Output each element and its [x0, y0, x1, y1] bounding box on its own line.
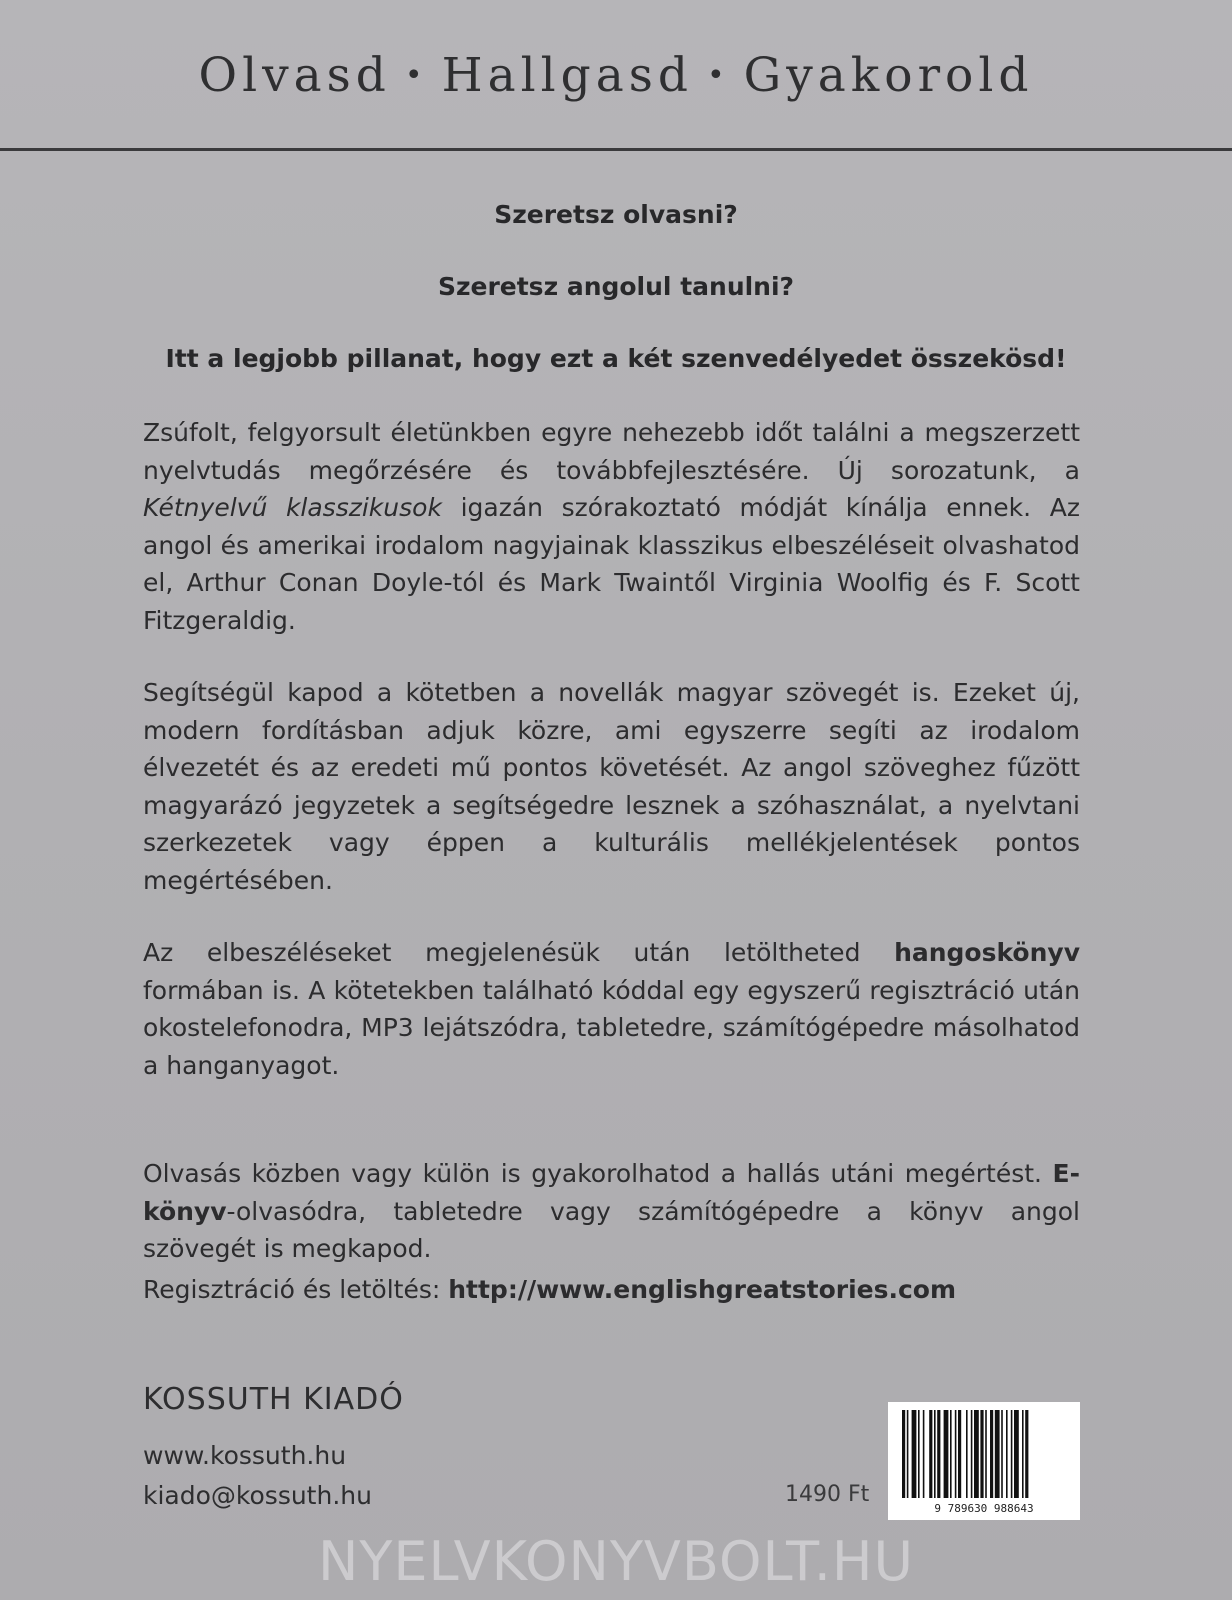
barcode-bar — [918, 1410, 920, 1498]
series-word-practice: Gyakorold — [743, 48, 1034, 103]
registration-label: Regisztráció és letöltés: — [143, 1275, 449, 1304]
barcode-icon — [888, 1402, 1080, 1520]
paragraph-intro — [143, 414, 1080, 639]
barcode-bar — [985, 1410, 987, 1498]
barcode-bar — [923, 1410, 925, 1498]
barcode-bar — [912, 1410, 917, 1498]
paragraph-ebook — [143, 1155, 1080, 1268]
publisher-email: kiado@kossuth.hu — [143, 1481, 372, 1510]
barcode-bar — [1011, 1410, 1013, 1498]
publisher-name: KOSSUTH KIADÓ — [143, 1382, 404, 1417]
paragraph-audiobook-text: Az elbeszéléseket megjelenésük után letöltheted — [143, 938, 895, 967]
barcode-bar — [950, 1410, 952, 1498]
registration-line — [143, 1271, 1080, 1309]
header-divider — [0, 148, 1232, 151]
paragraph-translation: Segítségül kapod a kötetben a novellák magyar szövegét is. Ezeket új, modern fordításban adjuk közre, ami egyszerre segíti az irodalom élvezetét és az eredeti mű pontos követését. Az angol szöveghez fűzött magyarázó jegyzetek a segítségedre lesznek a szóhasználat, a nyelvtani szerkezetek vagy éppen a kulturális mellékjelentések pontos megértésében. — [143, 678, 1080, 895]
price-label: 1490 Ft — [785, 1482, 870, 1507]
series-title — [0, 48, 1232, 103]
barcode-bar — [995, 1410, 1000, 1498]
publisher-website: www.kossuth.hu — [143, 1441, 347, 1470]
series-word-read: Olvasd — [198, 48, 391, 103]
paragraph-audiobook — [143, 934, 1080, 1084]
paragraph-intro-text: Zsúfolt, felgyorsult életünkben egyre nehezebb időt találni a megszerzett nyelvtudás megőrzésére és továbbfejlesztésére. Új sorozatunk, a — [143, 418, 1080, 485]
audiobook-keyword: hangoskönyv — [894, 938, 1080, 967]
bullet-separator: • — [706, 57, 730, 93]
barcode — [888, 1402, 1080, 1520]
barcode-bar — [937, 1410, 940, 1498]
barcode-bar — [907, 1410, 909, 1498]
barcode-bar — [971, 1410, 973, 1498]
barcode-bar — [1001, 1410, 1003, 1498]
barcode-bar — [902, 1410, 905, 1498]
series-name: Kétnyelvű klasszikusok — [143, 493, 442, 522]
bullet-separator: • — [404, 57, 428, 93]
barcode-bar — [966, 1410, 968, 1498]
series-word-listen: Hallgasd — [441, 48, 693, 103]
series-header — [0, 0, 1232, 150]
paragraph-ebook-text: Olvasás közben vagy külön is gyakorolhatod a hallás utáni megértést. — [143, 1159, 1053, 1188]
barcode-bar — [1025, 1410, 1028, 1498]
barcode-bar — [974, 1410, 979, 1498]
barcode-bar — [944, 1410, 949, 1498]
question-learning: Szeretsz angolul tanulni? — [437, 272, 795, 301]
barcode-bar — [1014, 1410, 1019, 1498]
barcode-bar — [990, 1410, 993, 1498]
tagline: Itt a legjobb pillanat, hogy ezt a két szenvedélyedet összekösd! — [165, 344, 1067, 373]
watermark: NYELVKONYVBOLT.HU — [318, 1530, 914, 1593]
paragraph-audiobook-text-end: formában is. A kötetekben található kóddal egy egyszerű regisztráció után okostelefonodra, MP3 lejátszódra, tabletedre, számítógépedre másolhatod a hanganyagot. — [143, 975, 1080, 1080]
barcode-bar — [955, 1410, 957, 1498]
barcode-bar — [934, 1410, 936, 1498]
barcode-bar — [980, 1410, 983, 1498]
ebook-keyword: E-könyv — [143, 1159, 1080, 1226]
barcode-bar — [958, 1410, 961, 1498]
barcode-bar — [929, 1410, 932, 1498]
registration-url: http://www.englishgreatstories.com — [448, 1275, 957, 1304]
barcode-digits: 9 789630 988643 — [934, 1502, 1034, 1515]
barcode-bar — [1006, 1410, 1008, 1498]
barcode-bar — [1022, 1410, 1024, 1498]
paragraph-intro-text-end: igazán szórakoztató módját kínálja ennek. Az angol és amerikai irodalom nagyjainak klasszikus elbeszéléseit olvashatod el, Arthur Conan Doyle-tól és Mark Twaintől Virginia Woolfig és F. Scott Fitzgeraldig. — [143, 493, 1080, 635]
paragraph-ebook-text-end: -olvasódra, tabletedre vagy számítógépedre a könyv angol szövegét is megkapod. — [143, 1196, 1080, 1263]
question-reading: Szeretsz olvasni? — [494, 200, 738, 229]
